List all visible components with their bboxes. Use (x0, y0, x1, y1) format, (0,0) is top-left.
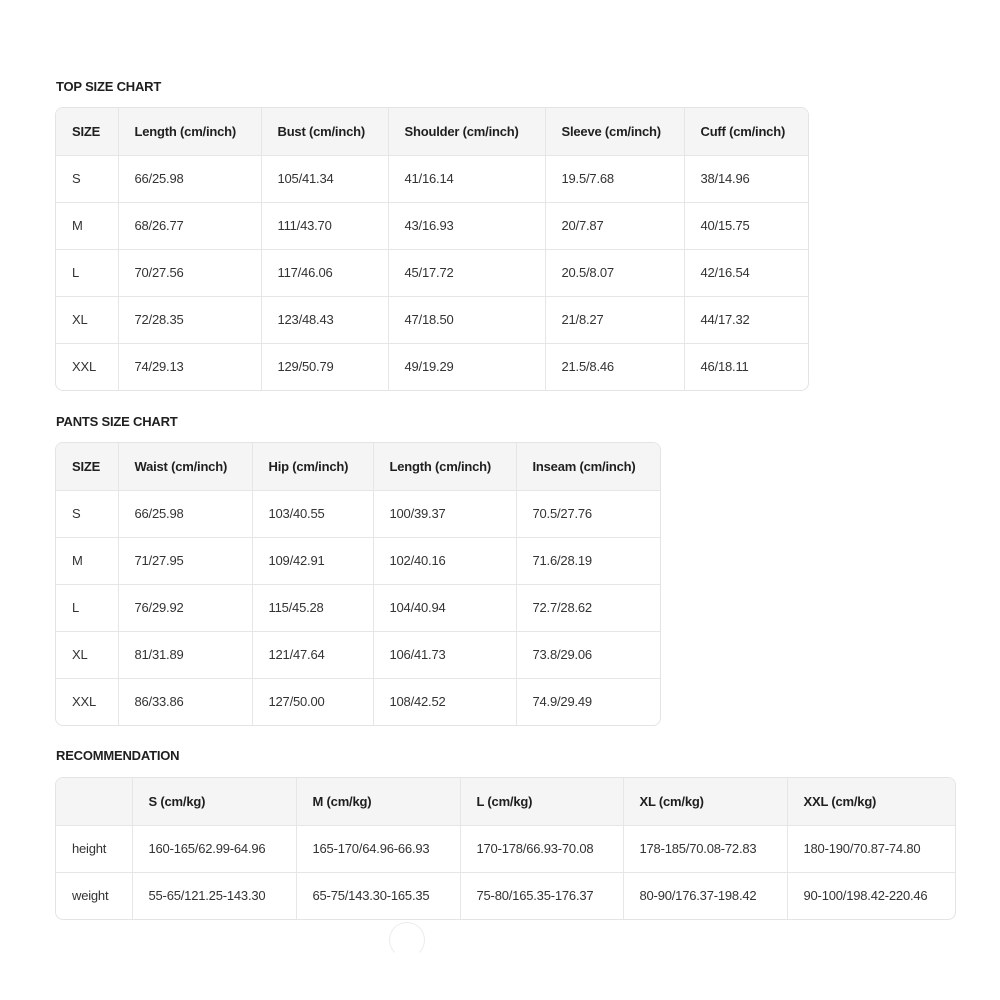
column-header: Waist (cm/inch) (118, 443, 252, 490)
size-cell: S (56, 155, 118, 202)
table-row (56, 202, 808, 249)
table-cell: 127/50.00 (252, 678, 373, 725)
column-header: Sleeve (cm/inch) (545, 108, 684, 155)
table-cell: 65-75/143.30-165.35 (296, 872, 460, 919)
size-cell: XXL (56, 678, 118, 725)
table-cell: 178-185/70.08-72.83 (623, 825, 787, 872)
table-cell: 103/40.55 (252, 490, 373, 537)
table-cell: 70/27.56 (118, 249, 261, 296)
row-label-cell: height (56, 825, 132, 872)
table-cell: 111/43.70 (261, 202, 388, 249)
table-cell: 75-80/165.35-176.37 (460, 872, 623, 919)
table-cell: 160-165/62.99-64.96 (132, 825, 296, 872)
column-header: L (cm/kg) (460, 778, 623, 825)
column-header (56, 778, 132, 825)
table-header-row (56, 443, 660, 490)
size-cell: M (56, 537, 118, 584)
table-cell: 106/41.73 (373, 631, 516, 678)
table-cell: 21/8.27 (545, 296, 684, 343)
table-cell: 180-190/70.87-74.80 (787, 825, 955, 872)
table-header-row (56, 108, 808, 155)
table-cell: 66/25.98 (118, 155, 261, 202)
table-row (56, 155, 808, 202)
pants-size-chart-title: PANTS SIZE CHART (56, 414, 178, 429)
table-cell: 90-100/198.42-220.46 (803, 888, 928, 904)
table-cell: 109/42.91 (252, 537, 373, 584)
table-cell: 170-178/66.93-70.08 (460, 825, 623, 872)
recommendation-chart (55, 777, 956, 920)
table-cell: 70.5/27.76 (516, 490, 660, 537)
table-cell: 74.9/29.49 (532, 694, 592, 710)
table-cell: 72/28.35 (118, 296, 261, 343)
table-row (56, 872, 955, 919)
table-cell: 80-90/176.37-198.42 (623, 872, 787, 919)
table-cell: 129/50.79 (261, 343, 388, 390)
table-cell: 73.8/29.06 (516, 631, 660, 678)
table-cell: 66/25.98 (118, 490, 252, 537)
top-size-table (56, 108, 808, 390)
column-header: S (cm/kg) (132, 778, 296, 825)
row-label-cell: weight (56, 872, 132, 919)
size-cell: S (56, 490, 118, 537)
table-cell: 115/45.28 (252, 584, 373, 631)
table-cell: 20.5/8.07 (545, 249, 684, 296)
recommendation-title: RECOMMENDATION (56, 748, 180, 763)
table-cell: 20/7.87 (545, 202, 684, 249)
table-cell: 72.7/28.62 (516, 584, 660, 631)
top-size-chart-title: TOP SIZE CHART (56, 79, 162, 94)
table-header-row (56, 778, 955, 825)
column-header: Cuff (cm/inch) (684, 108, 808, 155)
column-header: SIZE (56, 443, 118, 490)
size-cell: L (56, 249, 118, 296)
table-row (56, 343, 808, 390)
recommendation-table (56, 778, 955, 919)
table-cell: 100/39.37 (373, 490, 516, 537)
table-cell: 102/40.16 (373, 537, 516, 584)
table-cell: 105/41.34 (261, 155, 388, 202)
size-cell: XL (56, 296, 118, 343)
table-cell: 38/14.96 (684, 155, 808, 202)
column-header: Length (cm/inch) (373, 443, 516, 490)
table-row (56, 490, 660, 537)
table-row (56, 631, 660, 678)
table-cell: 55-65/121.25-143.30 (132, 872, 296, 919)
top-size-chart (55, 107, 809, 391)
column-header: Length (cm/inch) (118, 108, 261, 155)
table-row (56, 296, 808, 343)
column-header: Shoulder (cm/inch) (388, 108, 545, 155)
table-cell: 49/19.29 (388, 343, 545, 390)
table-cell: 71/27.95 (118, 537, 252, 584)
table-row (56, 678, 660, 725)
table-cell: 44/17.32 (684, 296, 808, 343)
table-cell: 41/16.14 (388, 155, 545, 202)
scroll-to-top-button[interactable] (389, 922, 425, 958)
table-cell: 21.5/8.46 (545, 343, 684, 390)
size-cell: XXL (56, 343, 118, 390)
column-header: Hip (cm/inch) (252, 443, 373, 490)
table-cell: 74/29.13 (118, 343, 261, 390)
size-cell: M (56, 202, 118, 249)
table-cell: 165-170/64.96-66.93 (296, 825, 460, 872)
column-header: SIZE (56, 108, 118, 155)
table-cell: 46/18.11 (700, 359, 749, 375)
table-cell: 45/17.72 (388, 249, 545, 296)
table-cell: 81/31.89 (118, 631, 252, 678)
table-cell: 117/46.06 (261, 249, 388, 296)
table-cell: 47/18.50 (388, 296, 545, 343)
table-cell: 43/16.93 (388, 202, 545, 249)
size-cell: L (56, 584, 118, 631)
table-cell: 68/26.77 (118, 202, 261, 249)
table-row (56, 537, 660, 584)
table-cell: 123/48.43 (261, 296, 388, 343)
table-cell: 86/33.86 (118, 678, 252, 725)
column-header: Bust (cm/inch) (261, 108, 388, 155)
table-cell: 42/16.54 (684, 249, 808, 296)
table-cell: 19.5/7.68 (545, 155, 684, 202)
pants-size-chart (55, 442, 661, 726)
table-row (56, 825, 955, 872)
table-cell: 76/29.92 (118, 584, 252, 631)
table-cell: 71.6/28.19 (516, 537, 660, 584)
table-row (56, 584, 660, 631)
column-header: Inseam (cm/inch) (516, 443, 660, 490)
pants-size-table (56, 443, 660, 725)
table-cell: 108/42.52 (373, 678, 516, 725)
table-cell: 121/47.64 (252, 631, 373, 678)
column-header: XXL (cm/kg) (787, 778, 955, 825)
table-cell: 104/40.94 (373, 584, 516, 631)
column-header: XL (cm/kg) (623, 778, 787, 825)
table-cell: 40/15.75 (684, 202, 808, 249)
column-header: M (cm/kg) (296, 778, 460, 825)
table-row (56, 249, 808, 296)
size-cell: XL (56, 631, 118, 678)
